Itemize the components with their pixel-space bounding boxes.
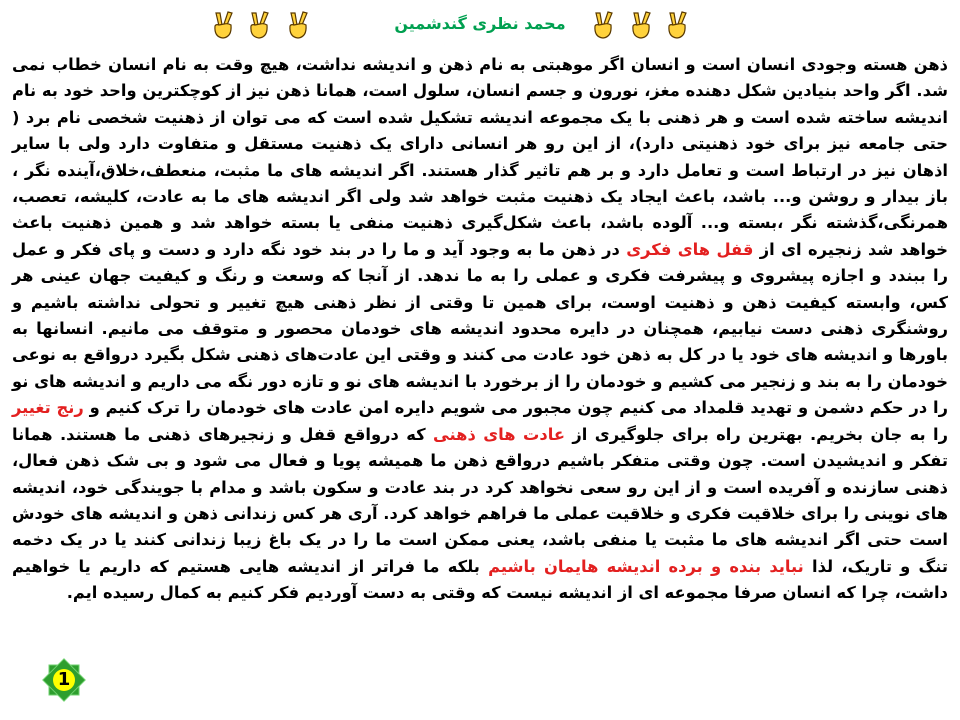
victory-hand-icon <box>664 10 690 40</box>
author-title: محمد نظری گندشمین <box>394 14 566 33</box>
page-number: 1 <box>57 669 71 690</box>
highlight-mental-locks: قفل های فکری <box>626 239 754 259</box>
highlight-pain-of-change: رنج تغییر <box>12 398 84 418</box>
highlight-not-slaves: نباید بنده و برده اندیشه هایمان باشیم <box>488 556 804 576</box>
paragraph-text: که درواقع قفل و زنجیرهای ذهنی ما هستند. همانا تفکر و اندیشیدن است. چون وقتی متفکر باشیم درواقع ذهن ما همیشه پویا و فعال می شود و بی شک ذهن فعال، ذهنی سازنده و آفریده است و از این رو سعی نخواهد کرد در بند عادت و سکون باشد و مدام با جویندگی خود، اندیشه های نوینی را برای خلاقیت فکری و خلاقیت عملی ما فراهم خواهد کرد. آری هر کس زندانی ذهن و اندیشه های خودش است حتی اگر اندیشه های ما مثبت یا منفی باشد، یعنی ممکن است ما را در یک باغ زیبا زندانی کنند یا در یک دخمه تنگ و تاریک، لذا <box>12 424 948 576</box>
victory-hand-icon <box>628 10 654 40</box>
paragraph-text: را به جان بخریم. بهترین راه برای جلوگیری از <box>564 424 948 444</box>
paragraph-text: ذهن هسته وجودی انسان است و انسان اگر موهبتی به نام ذهن و اندیشه نداشت، هیچ وقت به نام انسان خطاب نمی شد. اگر واحد بنیادین شکل دهنده مغز، نورون و جسم انسان، سلول است، همانا ذهن نیز از کوچکترین واحد خود به نام اندیشه ساخته شده است و هر ذهنی با یک مجموعه اندیشه تشکیل شده است که می توان از ذهنیت شخصی نام برد ( حتی جامعه نیز برای خود ذهنیتی دارد)، از این رو هر انسانی دارای یک ذهنیت مستقل و متفاوت دارد ولی با سایر اذهان نیز در ارتباط است و تعامل دارد و بر هم تاثیر گذار هستند. اگر اندیشه های ما مثبت، منعطف،خلاق،آینده نگر ، باز بیدار و روشن و... باشد، باعث ایجاد یک ذهنیت مثبت خواهد شد ولی اگر اندیشه های ما به عادت، کلیشه، تعصب، همرنگی،گذشته نگر ،بسته و... آلوده باشد، باعث شکل‌گیری ذهنیت منفی یا بسته خواهد شد و همین ذهنیت باعث خواهد شد زنجیره ای از <box>12 55 948 259</box>
main-paragraph <box>12 52 948 607</box>
page-number-badge <box>40 656 88 704</box>
victory-hand-icon <box>590 10 616 40</box>
paragraph-text: در ذهن ما به وجود آید و ما را در بند خود نگه دارد و دست و پای فکر و عمل را ببندد و اجازه پیشروی و پیشرفت فکری و عملی را به ما ندهد. از آنجا که وسعت و رنگ و کیفیت جهان عینی هر کس، وابسته کیفیت ذهن و ذهنیت اوست، برای همین تا وقتی از نظر ذهنی هیچ تغییر و تحولی نداشته باشیم و روشنگری ذهنی دست نیابیم، همچنان در دایره محدود اندیشه های خودمان محصور و متوقف می مانیم. انسانها به باورها و اندیشه های خود یا در کل به ذهن خود عادت می کنند و وقتی این عادت‌های ذهنی شکل بگیرد درواقع به نوعی خودمان را به بند و زنجیر می کشیم و خودمان را از برخورد با اندیشه های نو و تازه دور نگه می داریم و اندیشه های نو را در حکم دشمن و تهدید قلمداد می کنیم چون مجبور می شویم دایره امن عادت های خودمان را ترک کنیم و <box>12 239 948 418</box>
header <box>0 10 960 44</box>
highlight-mental-habits: عادت های ذهنی <box>433 424 565 444</box>
paragraph-text: بلکه ما فراتر از اندیشه هایی هستیم که داریم یا خواهیم داشت، چرا که انسان صرفا مجموعه ای از اندیشه نیست که وقتی به دست آوردیم فکر کنیم به کمال رسیده ایم. <box>12 556 948 603</box>
